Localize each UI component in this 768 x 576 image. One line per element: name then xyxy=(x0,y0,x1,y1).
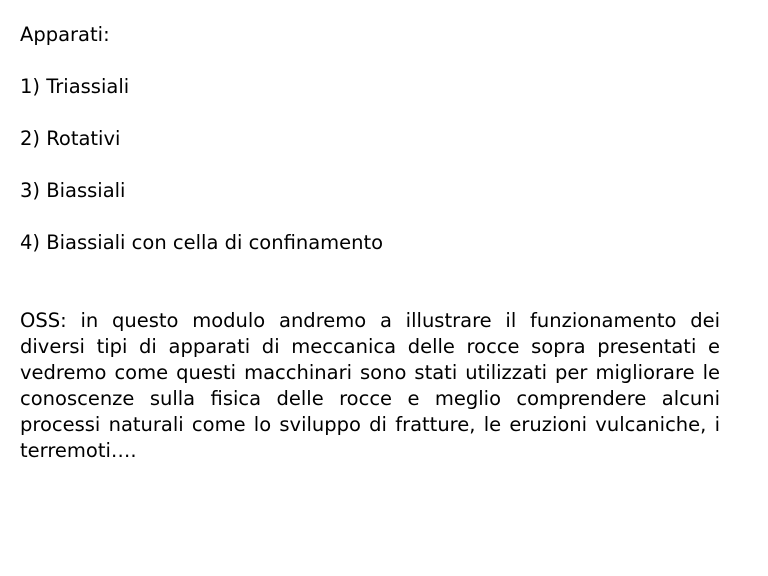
list-item: 3) Biassiali xyxy=(20,179,126,202)
apparatus-list xyxy=(20,74,720,256)
observation-paragraph: OSS: in questo modulo andremo a illustrare il funzionamento dei diversi tipi di apparati di meccanica delle rocce sopra presentati e vedremo come questi macchinari sono stati utilizzati per migliorare le conoscenze sulla fisica delle rocce e meglio comprendere alcuni processi naturali come lo sviluppo di fratture, le eruzioni vulcaniche, i terremoti…. xyxy=(20,309,720,462)
slide-heading: Apparati: xyxy=(20,23,110,46)
list-item: 4) Biassiali con cella di confinamento xyxy=(20,231,384,254)
slide-content xyxy=(20,22,720,464)
list-item: 1) Triassiali xyxy=(20,75,130,98)
list-item: 2) Rotativi xyxy=(20,127,121,150)
